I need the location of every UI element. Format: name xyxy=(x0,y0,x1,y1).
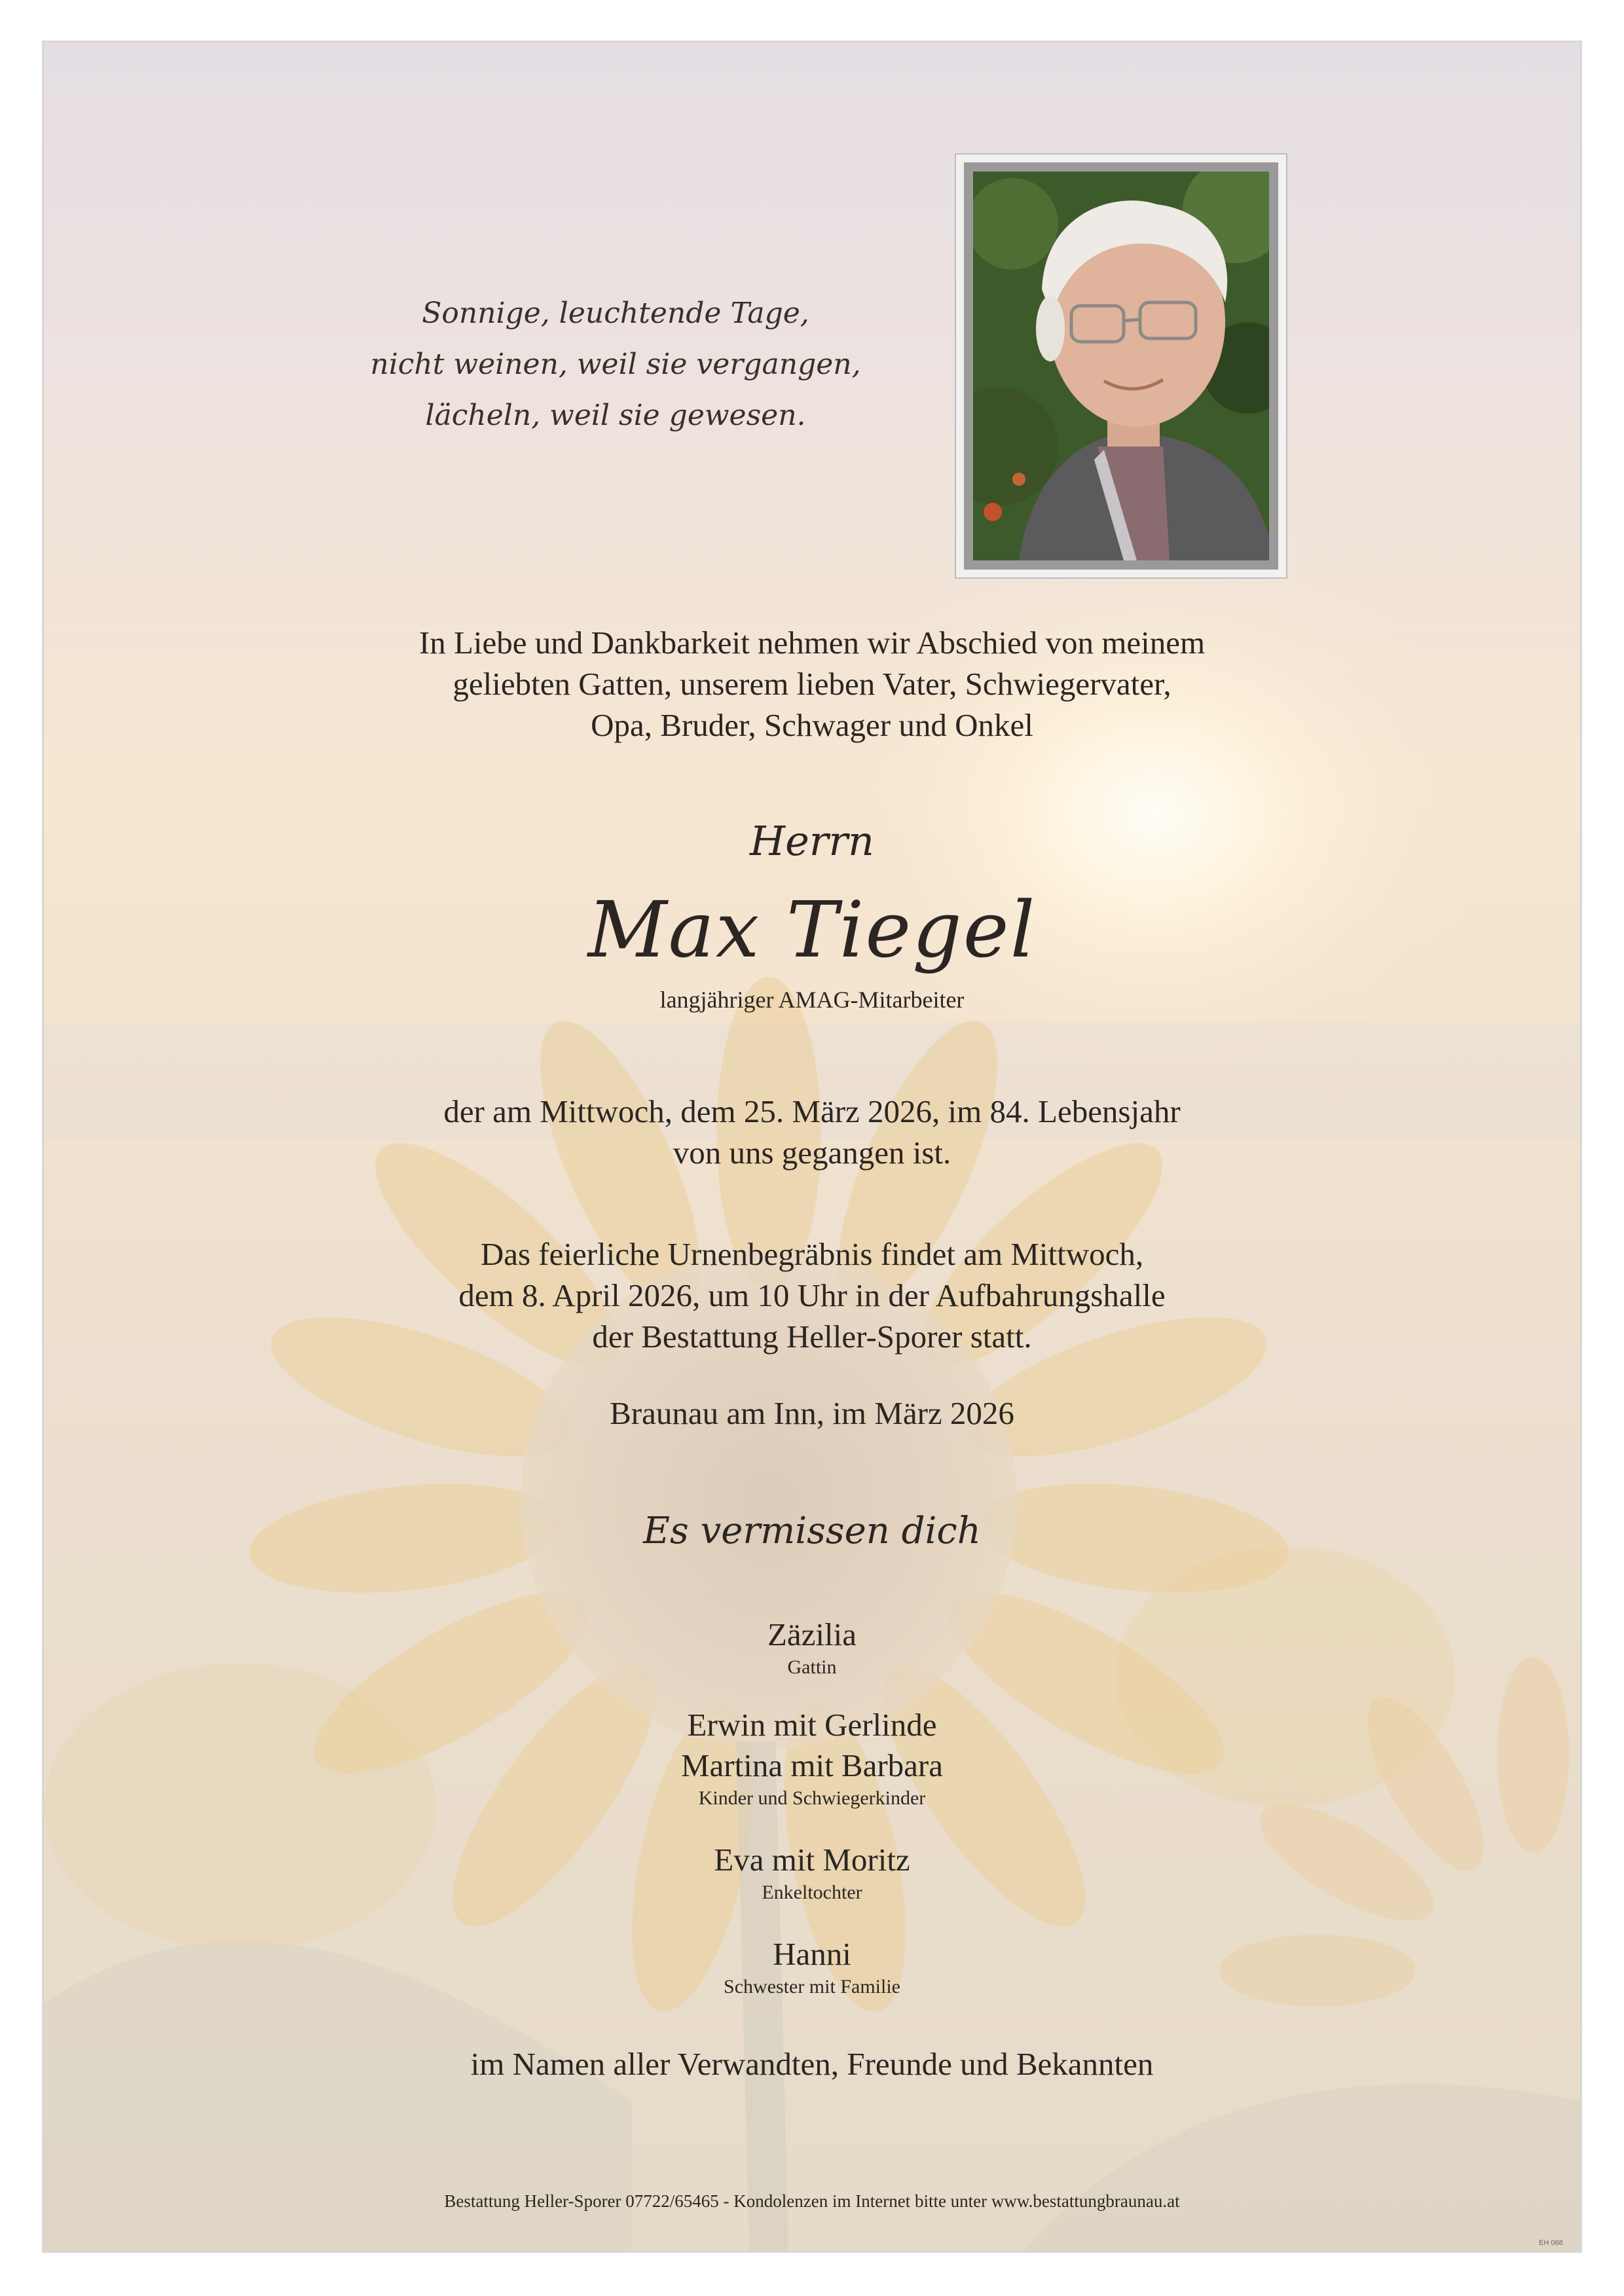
missed-by-heading: Es vermissen dich xyxy=(643,1510,981,1552)
portrait-frame xyxy=(955,153,1287,579)
intro-text xyxy=(0,622,1624,746)
mourner-role: Gattin xyxy=(787,1656,837,1678)
funeral-line: der Bestattung Heller-Sporer statt. xyxy=(592,1319,1032,1355)
death-line: der am Mittwoch, dem 25. März 2026, im 84. Lebensjahr xyxy=(443,1093,1181,1129)
funeral-info xyxy=(0,1233,1624,1357)
footer-contact: Bestattung Heller-Sporer 07722/65465 - Kondolenzen im Internet bitte unter www.bestattungbraunau.at xyxy=(444,2191,1180,2211)
funeral-line: dem 8. April 2026, um 10 Uhr in der Aufbahrungshalle xyxy=(458,1277,1166,1313)
funeral-line: Das feierliche Urnenbegräbnis findet am Mittwoch, xyxy=(480,1236,1144,1272)
death-line: von uns gegangen ist. xyxy=(673,1135,951,1171)
place-date: Braunau am Inn, im März 2026 xyxy=(610,1395,1014,1431)
mourner-name: Zäzilia xyxy=(767,1616,857,1652)
mourner-group xyxy=(0,1934,1624,1999)
mourner-role: Enkeltochter xyxy=(762,1882,862,1903)
honorific: Herrn xyxy=(750,817,874,865)
template-code: EH 068 xyxy=(1539,2239,1563,2247)
mourner-name: Erwin mit Gerlinde xyxy=(687,1707,937,1743)
poem-line: lächeln, weil sie gewesen. xyxy=(425,399,806,432)
mourner-group xyxy=(0,1614,1624,1680)
mourner-group xyxy=(0,1705,1624,1811)
intro-line: In Liebe und Dankbarkeit nehmen wir Abschied von meinem xyxy=(418,625,1206,661)
poem-quote xyxy=(367,288,864,441)
mourner-group xyxy=(0,1840,1624,1905)
intro-line: geliebten Gatten, unserem lieben Vater, Schwiegervater, xyxy=(452,666,1172,702)
mourner-name: Eva mit Moritz xyxy=(714,1842,910,1878)
mourner-name: Hanni xyxy=(773,1936,851,1972)
mourner-role: Kinder und Schwiegerkinder xyxy=(698,1787,926,1809)
portrait-photo xyxy=(973,172,1269,560)
poem-line: nicht weinen, weil sie vergangen, xyxy=(370,348,861,381)
closing-line: im Namen aller Verwandten, Freunde und Bekannten xyxy=(470,2046,1154,2082)
death-notice xyxy=(0,1091,1624,1173)
poem-line: Sonnige, leuchtende Tage, xyxy=(422,297,809,330)
intro-line: Opa, Bruder, Schwager und Onkel xyxy=(591,707,1033,743)
deceased-name: Max Tiegel xyxy=(587,884,1037,975)
mourner-role: Schwester mit Familie xyxy=(724,1976,900,1997)
mourner-name: Martina mit Barbara xyxy=(680,1747,943,1783)
deceased-profession: langjähriger AMAG-Mitarbeiter xyxy=(659,987,965,1013)
